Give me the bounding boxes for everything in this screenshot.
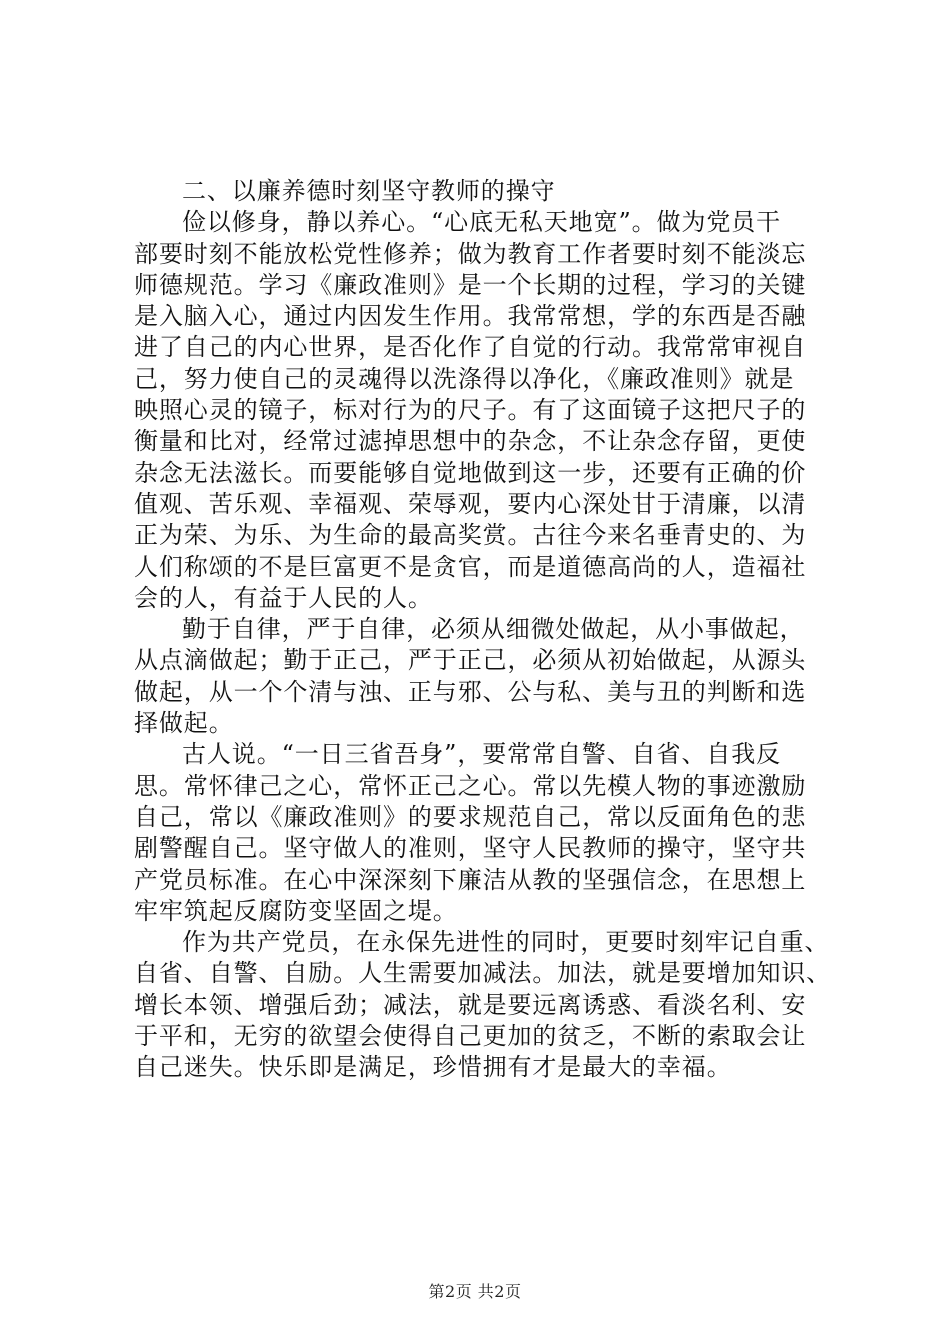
paragraph-line: 勤于自律，严于自律，必须从细微处做起，从小事做起， <box>182 615 805 644</box>
paragraph-line: 古人说。“一日三省吾身”，要常常自警、自省、自我反 <box>182 740 782 769</box>
document-body <box>134 176 834 1084</box>
paragraph-line: 于平和，无穷的欲望会使得自己更加的贫乏，不断的索取会让 <box>134 1022 807 1051</box>
paragraph-line: 从点滴做起；勤于正己，严于正己，必须从初始做起，从源头 <box>134 646 807 675</box>
paragraph-line: 是入脑入心，通过内因发生作用。我常常想，学的东西是否融 <box>134 302 807 331</box>
paragraph-line: 做起，从一个个清与浊、正与邪、公与私、美与丑的判断和选 <box>134 677 807 706</box>
paragraph-line: 正为荣、为乐、为生命的最高奖赏。古往今来名垂青史的、为 <box>134 521 807 550</box>
paragraph-line: 人们称颂的不是巨富更不是贪官，而是道德高尚的人，造福社 <box>134 552 807 581</box>
paragraph-line: 自己迷失。快乐即是满足，珍惜拥有才是最大的幸福。 <box>134 1053 732 1082</box>
paragraph-line: 自省、自警、自励。人生需要加减法。加法，就是要增加知识、 <box>134 959 832 988</box>
paragraph-line: 杂念无法滋长。而要能够自觉地做到这一步，还要有正确的价 <box>134 458 807 487</box>
paragraph-line: 部要时刻不能放松党性修养；做为教育工作者要时刻不能淡忘 <box>134 239 807 268</box>
paragraph-line: 进了自己的内心世界，是否化作了自觉的行动。我常常审视自 <box>134 333 807 362</box>
paragraph-line: 己，努力使自己的灵魂得以洗涤得以净化，《廉政准则》就是 <box>134 364 795 393</box>
paragraph-line: 择做起。 <box>134 709 234 738</box>
page-footer <box>0 1282 950 1302</box>
paragraph-line: 作为共产党员，在永保先进性的同时，更要时刻牢记自重、 <box>182 928 830 957</box>
paragraph-line: 思。常怀律己之心，常怀正己之心。常以先模人物的事迹激励 <box>134 771 807 800</box>
paragraph-line: 值观、苦乐观、幸福观、荣辱观，要内心深处甘于清廉，以清 <box>134 489 807 518</box>
paragraph-line: 牢牢筑起反腐防变坚固之堤。 <box>134 896 458 925</box>
paragraph-line: 自己，常以《廉政准则》的要求规范自己，常以反面角色的悲 <box>134 802 807 831</box>
paragraph-line: 映照心灵的镜子，标对行为的尺子。有了这面镜子这把尺子的 <box>134 396 807 425</box>
paragraph-line: 俭以修身，静以养心。“心底无私天地宽”。做为党员干 <box>182 208 782 237</box>
paragraph-line: 师德规范。学习《廉政准则》是一个长期的过程，学习的关键 <box>134 270 807 299</box>
paragraph-line: 衡量和比对，经常过滤掉思想中的杂念，不让杂念存留，更使 <box>134 427 807 456</box>
page-number: 第2页 共2页 <box>428 1282 522 1301</box>
paragraph-line: 会的人，有益于人民的人。 <box>134 583 433 612</box>
paragraph-line: 产党员标准。在心中深深刻下廉洁从教的坚强信念，在思想上 <box>134 865 807 894</box>
section-heading: 二、以廉养德时刻坚守教师的操守 <box>182 177 556 205</box>
paragraph-line: 剧警醒自己。坚守做人的准则，坚守人民教师的操守，坚守共 <box>134 834 807 863</box>
paragraph-line: 增长本领、增强后劲；减法，就是要远离诱惑、看淡名利、安 <box>134 990 807 1019</box>
